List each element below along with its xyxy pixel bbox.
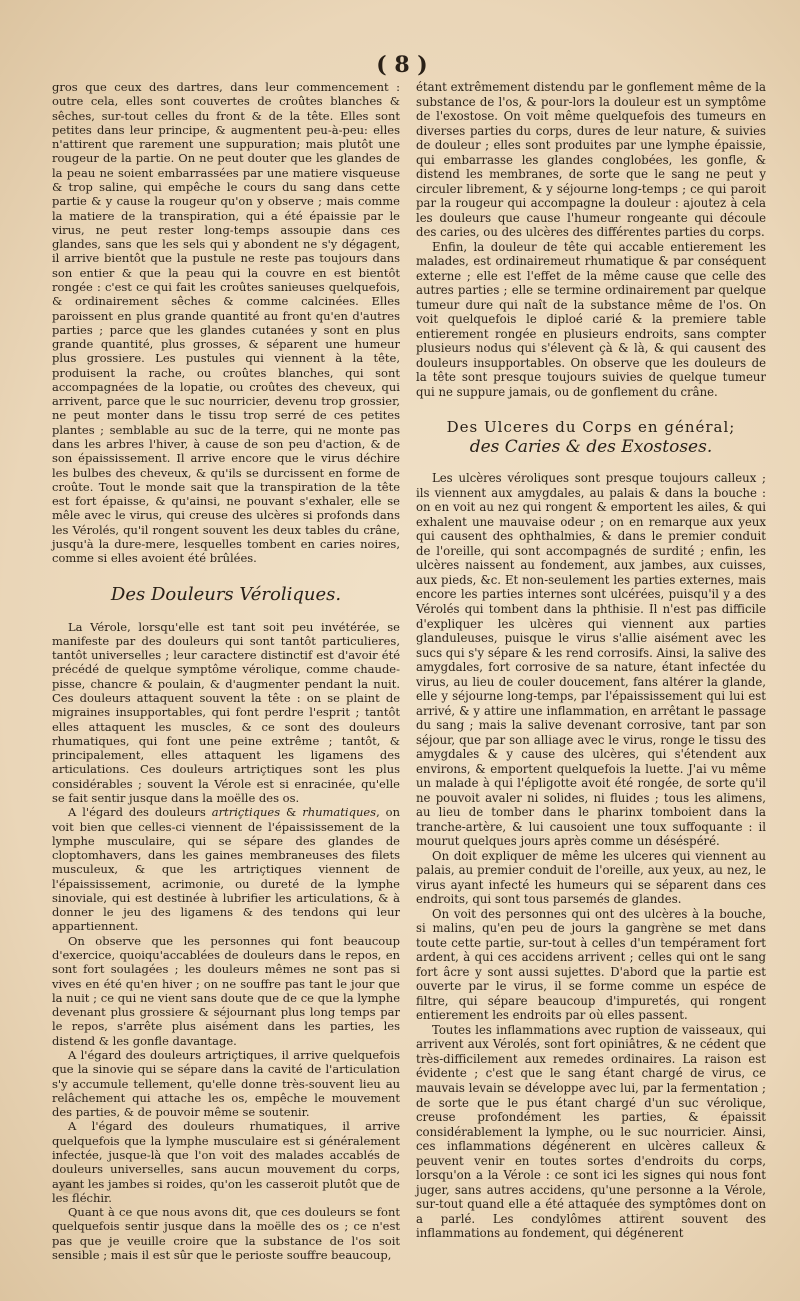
- heading-subtitle: des Caries & des Exostoses.: [469, 437, 713, 458]
- right-column: [416, 80, 766, 1241]
- page-number: ( 8 ): [376, 52, 428, 78]
- paragraph: On voit des personnes qui ont des ulcères à la bouche, si malins, qu'en peu de jours la gangrène se met dans toute cette partie, sur-tout à celles d'un tempérament fort ardent, à qui ces accidens arrivent ; celles qui ont le sang fort âcre y sont aussi sujettes. D'abord que la partie est ouverte par le virus, il se forme comme un espéce de filtre, qui sépare beaucoup d'impuretés, qui rongent entierement les endroits par où elles passent.: [416, 906, 766, 1023]
- paragraph: gros que ceux des dartres, dans leur commencement : outre cela, elles sont couvertes de croûtes blanches & sêches, sur-tout celles du front & de la tête. Elles sont petites dans leur principe, & augmentent peu-à-peu: elles n'attirent que rarement une suppuration; mais plutôt une rougeur de la partie. On ne peut douter que les glandes de la peau ne soient embarrassées par une matiere visqueuse & trop saline, qui empêche le cours du sang dans cette partie & y cause la rougeur qu'on y observe ; mais comme la matiere de la transpiration, qui a été épaissie par le virus, ne peut rester long-temps assoupie dans ces glandes, sans que les sels qui y abondent ne s'y dégagent, il arrive bientôt que la pustule ne reste pas toujours dans son entier & que la peau qui la couvre en est bientôt rongée : c'est ce qui fait les croûtes sanieuses quelquefois, & ordinairement sêches & comme calcinées. Elles paroissent en plus grande quantité au front qu'en d'autres parties ; parce que les glandes cutanées y sont en plus grande quantité, plus grosses, & séparent une humeur plus grossiere. Les pustules qui viennent à la tête, produisent la rache, ou croûtes blanches, qui sont accompagnées de la lopatie, ou croûtes des cheveux, qui arrivent, parce que le suc nourricier, devenu trop grossier, ne peut monter dans le tissu trop serré de ces petites plantes ; semblable au suc de la terre, qui ne monte pas dans les arbres l'hiver, à cause de son peu d'action, & de son épaississement. Il arrive encore que le virus déchire les bulbes des cheveux, & qu'ils se durcissent en forme de croûte. Tout le monde sait que la transpiration de la tête est fort épaisse, & qu'ainsi, ne pouvant s'exhaler, elle se mêle avec le virus, qui creuse des ulcères si profonds dans les Vérolés, qu'il rongent souvent les deux tables du crâne, jusqu'à la dure-mere, lesquelles tombent en caries noires, comme si elles avoient été brûlées.: [52, 80, 400, 566]
- paragraph: [52, 805, 400, 934]
- left-column: [52, 80, 400, 1262]
- paragraph: A l'égard des douleurs artriçtiques, il arrive quelquefois que la sinovie qui se sépare dans la cavité de l'articulation s'y accumule tellement, qu'elle donne très-souvent lieu au relâchement qui attache les os, empêche le mouvement des parties, & de pouvoir même se soutenir.: [52, 1048, 400, 1120]
- paragraph: Toutes les inflammations avec ruption de vaisseaux, qui arrivent aux Vérolés, sont fort opiniâtres, & ne cédent que très-difficilement aux remedes ordinaires. La raison est évidente ; c'est que le sang étant chargé de virus, ce mauvais levain se développe avec lui, par la fermentation ; de sorte que le pus étant chargé d'un suc vérolique, creuse profondément les parties, & épaissit considérablement la lymphe, ou le suc nourricier. Ainsi, ces inflammations dégénerent en ulcères calleux & peuvent venir en toutes sortes d'endroits du corps, lorsqu'on a la Vérole : ce sont ici les signes qui nous font juger, sans autres accidens, qu'une personne a la Vérole, sur-tout quand elle a été attaquée des symptômes dont on a parlé. Les condylômes attirent souvent des inflammations au fondement, qui dégénerent: [416, 1022, 766, 1241]
- italic-term: artriçtiques: [211, 805, 281, 820]
- paragraph: A l'égard des douleurs rhumatiques, il arrive quelquefois que la lymphe musculaire est si généralement infectée, jusque-là que l'on voit des malades accablés de douleurs universelles, sans aucun mouvement du corps, ayant les jambes si roides, qu'on les casseroit plutôt que de les fléchir.: [52, 1119, 400, 1205]
- section-heading: [416, 417, 766, 457]
- paragraph: étant extrêmement distendu par le gonflement même de la substance de l'os, & pour-lors la douleur est un symptôme de l'exostose. On voit même quelquefois des tumeurs en diverses parties du corps, dures de leur nature, & suivies de douleur ; elles sont produites par une lymphe épaissie, qui embarrasse les glandes conglobées, les gonfle, & distend les membranes, de sorte que le sang ne peut y circuler librement, & y séjourne long-temps ; ce qui paroit par la rougeur qui accompagne la douleur : ajoutez à cela les douleurs que cause l'humeur rongeante qui découle des caries, ou des ulcères des différentes parties du corps.: [416, 80, 766, 240]
- paragraph: Quant à ce que nous avons dit, que ces douleurs se font quelquefois sentir jusque dans la moëlle des os ; ce n'est pas que je veuille croire que la substance de l'os soit sensible ; mais il est sûr que le perioste souffre beaucoup,: [52, 1205, 400, 1262]
- paragraph: On doit expliquer de même les ulceres qui viennent au palais, au premier conduit de l'oreille, aux yeux, au nez, le virus ayant infecté les humeurs qui se séparent dans ces endroits, qui sont tous parsemés de glandes.: [416, 848, 766, 907]
- text-run: &: [280, 805, 303, 820]
- paragraph: Enfin, la douleur de tête qui accable entierement les malades, est ordinairemeut rhumatique & par conséquent externe ; elle est l'effet de la même cause que celle des autres parties ; elle se termine ordinairement par quelque tumeur dure qui naît de la substance même de l'os. On voit quelquefois le diploé carié & la premiere table entierement rongée en plusieurs endroits, sans compter plusieurs nodus qui s'élevent çà & là, & qui causent des douleurs insupportables. On observe que les douleurs de la tête sont presque toujours suivies de quelque tumeur qui ne suppure jamais, ou de gonflement du crâne.: [416, 239, 766, 399]
- text-run: A l'égard des douleurs: [68, 805, 212, 820]
- paragraph: Les ulcères véroliques sont presque toujours calleux ; ils viennent aux amygdales, au palais & dans la bouche : on en voit au nez qui rongent & emportent les ailes, & qui exhalent une mauvaise odeur ; on en remarque aux yeux qui causent des ophthalmies, & dans le premier conduit de l'oreille, qui sont accompagnés de surdité ; enfin, les ulcères naissent au fondement, aux jambes, aux cuisses, aux pieds, &c. Et non-seulement les parties externes, mais encore les parties internes sont ulcérées, puisqu'il y a des Vérolés qui tombent dans la phthisie. Il n'est pas difficile d'expliquer les ulcères qui viennent aux parties glanduleuses, puisque le virus s'allie aisément avec les sucs qui s'y sépare & les rend corrosifs. Ainsi, la salive des amygdales, fort corrosive de sa nature, étant infectée du virus, au lieu de couler doucement, fans altérer la glande, elle y séjourne long-temps, par l'épaississement qui lui est arrivé, & y attire une inflammation, en arrêtant le passage du sang ; mais la salive devenant corrosive, tant par son séjour, que par son alliage avec le virus, ronge le tissu des amygdales & y cause des ulcères, qui s'étendent aux environs, & emportent quelquefois la luette. J'ai vu même un malade à qui l'épligotte avoit été rongée, de sorte qu'il ne pouvoit avaler ni solides, ni fluides ; tous les alimens, au lieu de tomber dans le pharinx tomboient dans la tranche-artère, & lui causoient une toux suffoquante : il mourut quelques jours après comme un déséspéré.: [416, 471, 766, 849]
- section-heading: Des Douleurs Véroliques.: [110, 583, 342, 605]
- paragraph: On observe que les personnes qui font beaucoup d'exercice, quoiqu'accablées de douleurs dans le repos, en sont fort soulagées ; les douleurs mêmes ne sont pas si vives en été qu'en hiver ; on ne souffre pas tant le jour que la nuit ; ce qui ne vient sans doute que de ce que la lymphe devenant plus grossiere & séjournant plus long temps par le repos, s'arrête plus aisément dans les parties, les distend & les gonfle davantage.: [52, 933, 400, 1048]
- heading-caps: Des Ulceres du Corps en général;: [446, 418, 736, 437]
- italic-term: rhumatiques: [302, 805, 377, 820]
- text-run: , on voit bien que celles-ci viennent de l'épaississement de la lymphe musculaire, qui se sépare des glandes de cloptomhavers, dans les gaines membraneuses des filets musculeux, & que les artriçtiques viennent de l'épaississement, acrimonie, ou dureté de la lymphe sinoviale, qui est destinée à lubrifier les articulations, & à donner le jeu des ligamens & des tendons qui leur appartiennent.: [52, 805, 400, 934]
- paragraph: La Vérole, lorsqu'elle est tant soit peu invétérée, se manifeste par des douleurs qui sont tantôt particulieres, tantôt universelles ; leur caractere distinctif est d'avoir été précédé de quelque symptôme vérolique, comme chaude-pisse, chancre & poulain, & d'augmenter pendant la nuit. Ces douleurs attaquent souvent la tête : on se plaint de migraines insupportables, qui font perdre l'esprit ; tantôt elles attaquent les muscles, & ce sont des douleurs rhumatiques, qui font une peine extrême ; tantôt, & principalement, elles attaquent les ligamens des articulations. Ces douleurs artriçtiques sont les plus considérables ; souvent la Vérole est si enracinée, qu'elle se fait sentir jusque dans la moëlle des os.: [52, 619, 400, 805]
